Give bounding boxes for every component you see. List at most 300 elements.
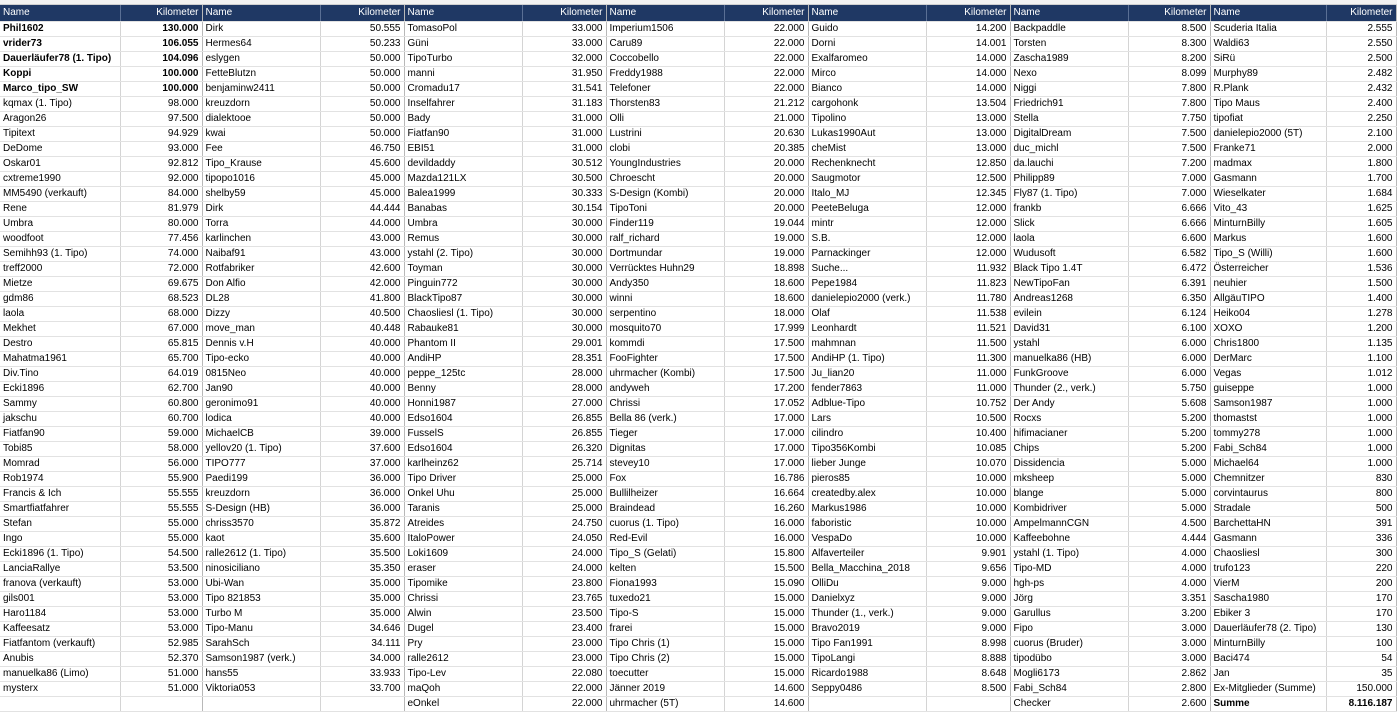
name-cell[interactable]: Turbo M	[202, 607, 320, 622]
name-cell[interactable]: Fiatfan90	[404, 127, 522, 142]
km-cell[interactable]: 2.555	[1326, 22, 1396, 37]
name-cell[interactable]: MM5490 (verkauft)	[0, 187, 120, 202]
km-cell[interactable]: 2.550	[1326, 37, 1396, 52]
km-cell[interactable]: 6.100	[1128, 322, 1210, 337]
name-cell[interactable]: Telefoner	[606, 82, 724, 97]
name-cell[interactable]: tipodübo	[1010, 652, 1128, 667]
name-cell[interactable]: Toyman	[404, 262, 522, 277]
km-cell[interactable]: 34.646	[320, 622, 404, 637]
name-cell[interactable]: Rechenknecht	[808, 157, 926, 172]
km-cell[interactable]: 336	[1326, 532, 1396, 547]
km-cell[interactable]: 77.456	[120, 232, 202, 247]
km-cell[interactable]: 50.000	[320, 82, 404, 97]
km-cell[interactable]: 2.400	[1326, 97, 1396, 112]
km-cell[interactable]: 1.684	[1326, 187, 1396, 202]
km-cell[interactable]: 5.000	[1128, 502, 1210, 517]
name-cell[interactable]: Sammy	[0, 397, 120, 412]
name-cell[interactable]: Tipo-MD	[1010, 562, 1128, 577]
name-cell[interactable]: tommy278	[1210, 427, 1326, 442]
name-cell[interactable]: Fabi_Sch84	[1210, 442, 1326, 457]
km-cell[interactable]: 22.000	[724, 22, 808, 37]
km-cell[interactable]: 24.750	[522, 517, 606, 532]
name-cell[interactable]: Phantom II	[404, 337, 522, 352]
km-cell[interactable]: 54	[1326, 652, 1396, 667]
km-cell[interactable]: 18.600	[724, 292, 808, 307]
name-cell[interactable]: Ju_lian20	[808, 367, 926, 382]
name-cell[interactable]: treff2000	[0, 262, 120, 277]
name-cell[interactable]: Dignitas	[606, 442, 724, 457]
name-cell[interactable]: Saugmotor	[808, 172, 926, 187]
name-cell[interactable]: Tipo_S (Gelati)	[606, 547, 724, 562]
km-cell[interactable]: 2.000	[1326, 142, 1396, 157]
name-cell[interactable]: Rob1974	[0, 472, 120, 487]
name-cell[interactable]: Jänner 2019	[606, 682, 724, 697]
name-cell[interactable]: Tipo Fan1991	[808, 637, 926, 652]
name-cell[interactable]: danielepio2000 (5T)	[1210, 127, 1326, 142]
name-cell[interactable]: Inselfahrer	[404, 97, 522, 112]
name-cell[interactable]: frankb	[1010, 202, 1128, 217]
name-cell[interactable]: Dirk	[202, 202, 320, 217]
km-cell[interactable]: 28.000	[522, 382, 606, 397]
km-cell[interactable]: 1.600	[1326, 232, 1396, 247]
km-cell[interactable]: 31.000	[522, 112, 606, 127]
km-cell[interactable]: 2.800	[1128, 682, 1210, 697]
name-cell[interactable]: blange	[1010, 487, 1128, 502]
header-name-col-5[interactable]: Name	[808, 5, 926, 22]
km-cell[interactable]: 20.000	[724, 202, 808, 217]
km-cell[interactable]: 14.200	[926, 22, 1010, 37]
km-cell[interactable]: 10.000	[926, 487, 1010, 502]
km-cell[interactable]: 1.600	[1326, 247, 1396, 262]
name-cell[interactable]: Ecki1896 (1. Tipo)	[0, 547, 120, 562]
name-cell[interactable]: Jörg	[1010, 592, 1128, 607]
name-cell[interactable]: mosquito70	[606, 322, 724, 337]
km-cell[interactable]: 1.100	[1326, 352, 1396, 367]
km-cell[interactable]: 31.000	[522, 142, 606, 157]
km-cell[interactable]: 9.000	[926, 592, 1010, 607]
km-cell[interactable]: 10.000	[926, 532, 1010, 547]
km-cell[interactable]: 11.500	[926, 337, 1010, 352]
name-cell[interactable]: Mekhet	[0, 322, 120, 337]
name-cell[interactable]: OlliDu	[808, 577, 926, 592]
km-cell[interactable]: 50.000	[320, 97, 404, 112]
name-cell[interactable]: hifimacianer	[1010, 427, 1128, 442]
km-cell[interactable]: 97.500	[120, 112, 202, 127]
name-cell[interactable]: Kaffeesatz	[0, 622, 120, 637]
name-cell[interactable]: evilein	[1010, 307, 1128, 322]
km-cell[interactable]: 17.052	[724, 397, 808, 412]
km-cell[interactable]: 8.888	[926, 652, 1010, 667]
name-cell[interactable]: Tieger	[606, 427, 724, 442]
header-name-col-4[interactable]: Name	[606, 5, 724, 22]
km-cell[interactable]: 35	[1326, 667, 1396, 682]
km-cell[interactable]: 22.000	[724, 52, 808, 67]
km-cell[interactable]: 65.700	[120, 352, 202, 367]
km-cell[interactable]: 25.000	[522, 502, 606, 517]
km-cell[interactable]: 11.538	[926, 307, 1010, 322]
km-cell[interactable]: 19.044	[724, 217, 808, 232]
km-cell[interactable]: 10.085	[926, 442, 1010, 457]
name-cell[interactable]: toecutter	[606, 667, 724, 682]
km-cell[interactable]: 45.000	[320, 187, 404, 202]
km-cell[interactable]: 9.901	[926, 547, 1010, 562]
km-cell[interactable]: 11.932	[926, 262, 1010, 277]
name-cell[interactable]: Leonhardt	[808, 322, 926, 337]
name-cell[interactable]: Vegas	[1210, 367, 1326, 382]
name-cell[interactable]: Zascha1989	[1010, 52, 1128, 67]
km-cell[interactable]: 80.000	[120, 217, 202, 232]
name-cell[interactable]: Aragon26	[0, 112, 120, 127]
name-cell[interactable]: Ebiker 3	[1210, 607, 1326, 622]
name-cell[interactable]: Oskar01	[0, 157, 120, 172]
km-cell[interactable]: 84.000	[120, 187, 202, 202]
km-cell[interactable]: 2.100	[1326, 127, 1396, 142]
km-cell[interactable]: 26.855	[522, 427, 606, 442]
km-cell[interactable]: 7.000	[1128, 172, 1210, 187]
name-cell[interactable]: kreuzdorn	[202, 97, 320, 112]
km-cell[interactable]: 170	[1326, 607, 1396, 622]
header-name-col-3[interactable]: Name	[404, 5, 522, 22]
name-cell[interactable]: manni	[404, 67, 522, 82]
name-cell[interactable]: karlheinz62	[404, 457, 522, 472]
name-cell[interactable]: shelby59	[202, 187, 320, 202]
name-cell[interactable]: Lustrini	[606, 127, 724, 142]
name-cell[interactable]: Rene	[0, 202, 120, 217]
name-cell[interactable]: Tipo Chris (1)	[606, 637, 724, 652]
name-cell[interactable]: YoungIndustries	[606, 157, 724, 172]
km-cell[interactable]: 19.000	[724, 247, 808, 262]
name-cell[interactable]: Gasmann	[1210, 172, 1326, 187]
km-cell[interactable]: 30.500	[522, 172, 606, 187]
name-cell[interactable]: Fabi_Sch84	[1010, 682, 1128, 697]
km-cell[interactable]: 8.500	[1128, 22, 1210, 37]
name-cell[interactable]: Dorni	[808, 37, 926, 52]
name-cell[interactable]: Backpaddle	[1010, 22, 1128, 37]
name-cell[interactable]: Ex-Mitglieder (Summe)	[1210, 682, 1326, 697]
name-cell[interactable]: Fee	[202, 142, 320, 157]
name-cell[interactable]: kommdi	[606, 337, 724, 352]
name-cell[interactable]: kreuzdorn	[202, 487, 320, 502]
name-cell[interactable]: Phil1602	[0, 22, 120, 37]
header-name-col-1[interactable]: Name	[0, 5, 120, 22]
km-cell[interactable]: 40.000	[320, 337, 404, 352]
name-cell[interactable]: Philipp89	[1010, 172, 1128, 187]
km-cell[interactable]: 1.000	[1326, 397, 1396, 412]
km-cell[interactable]: 13.504	[926, 97, 1010, 112]
name-cell[interactable]: Fly87 (1. Tipo)	[1010, 187, 1128, 202]
name-cell[interactable]: AmpelmannCGN	[1010, 517, 1128, 532]
km-cell[interactable]: 1.500	[1326, 277, 1396, 292]
header-km-col-7[interactable]: Kilometer	[1326, 5, 1396, 22]
km-cell[interactable]: 17.000	[724, 442, 808, 457]
name-cell[interactable]: Dizzy	[202, 307, 320, 322]
km-cell[interactable]: 31.183	[522, 97, 606, 112]
km-cell[interactable]: 23.500	[522, 607, 606, 622]
km-cell[interactable]: 4.444	[1128, 532, 1210, 547]
km-cell[interactable]: 81.979	[120, 202, 202, 217]
name-cell[interactable]: Stefan	[0, 517, 120, 532]
name-cell[interactable]: Chaosliesl (1. Tipo)	[404, 307, 522, 322]
name-cell[interactable]: duc_michl	[1010, 142, 1128, 157]
name-cell[interactable]: FusselS	[404, 427, 522, 442]
name-cell[interactable]: madmax	[1210, 157, 1326, 172]
name-cell[interactable]: cuorus (1. Tipo)	[606, 517, 724, 532]
km-cell[interactable]: 300	[1326, 547, 1396, 562]
name-cell[interactable]: jakschu	[0, 412, 120, 427]
name-cell[interactable]: Atreides	[404, 517, 522, 532]
km-cell[interactable]: 12.000	[926, 202, 1010, 217]
name-cell[interactable]: Chroescht	[606, 172, 724, 187]
name-cell[interactable]: trufo123	[1210, 562, 1326, 577]
name-cell[interactable]: TipoLangi	[808, 652, 926, 667]
name-cell[interactable]: Stella	[1010, 112, 1128, 127]
name-cell[interactable]: winni	[606, 292, 724, 307]
name-cell[interactable]: Bullilheizer	[606, 487, 724, 502]
name-cell[interactable]: thomastst	[1210, 412, 1326, 427]
name-cell[interactable]: Tipo-ecko	[202, 352, 320, 367]
km-cell[interactable]: 94.929	[120, 127, 202, 142]
name-cell[interactable]: kwai	[202, 127, 320, 142]
km-cell[interactable]: 23.000	[522, 637, 606, 652]
name-cell[interactable]: ystahl (1. Tipo)	[1010, 547, 1128, 562]
name-cell[interactable]: Lukas1990Aut	[808, 127, 926, 142]
name-cell[interactable]: Francis & Ich	[0, 487, 120, 502]
km-cell[interactable]: 30.512	[522, 157, 606, 172]
km-cell[interactable]: 29.001	[522, 337, 606, 352]
name-cell[interactable]: Coccobello	[606, 52, 724, 67]
name-cell[interactable]: Taranis	[404, 502, 522, 517]
name-cell[interactable]: S.B.	[808, 232, 926, 247]
km-cell[interactable]: 52.370	[120, 652, 202, 667]
name-cell[interactable]: Murphy89	[1210, 67, 1326, 82]
km-cell[interactable]: 10.000	[926, 502, 1010, 517]
km-cell[interactable]: 17.500	[724, 352, 808, 367]
km-cell[interactable]: 30.000	[522, 292, 606, 307]
km-cell[interactable]: 22.000	[522, 682, 606, 697]
km-cell[interactable]: 10.000	[926, 472, 1010, 487]
name-cell[interactable]: pieros85	[808, 472, 926, 487]
km-cell[interactable]: 17.500	[724, 337, 808, 352]
km-cell[interactable]: 30.000	[522, 262, 606, 277]
name-cell[interactable]: Chips	[1010, 442, 1128, 457]
name-cell[interactable]: Dortmundar	[606, 247, 724, 262]
km-cell[interactable]: 11.823	[926, 277, 1010, 292]
km-cell[interactable]: 3.000	[1128, 652, 1210, 667]
km-cell[interactable]: 31.541	[522, 82, 606, 97]
header-km-col-1[interactable]: Kilometer	[120, 5, 202, 22]
km-cell[interactable]: 34.111	[320, 637, 404, 652]
km-cell[interactable]: 16.260	[724, 502, 808, 517]
name-cell[interactable]: Viktoria053	[202, 682, 320, 697]
km-cell[interactable]: 100	[1326, 637, 1396, 652]
name-cell[interactable]: LanciaRallye	[0, 562, 120, 577]
name-cell[interactable]: Verrücktes Huhn29	[606, 262, 724, 277]
km-cell[interactable]: 18.600	[724, 277, 808, 292]
km-cell[interactable]: 23.765	[522, 592, 606, 607]
name-cell[interactable]: maQoh	[404, 682, 522, 697]
name-cell[interactable]: dialektooe	[202, 112, 320, 127]
name-cell[interactable]: lieber Junge	[808, 457, 926, 472]
name-cell[interactable]: FunkGroove	[1010, 367, 1128, 382]
name-cell[interactable]: Semihh93 (1. Tipo)	[0, 247, 120, 262]
km-cell[interactable]: 1.012	[1326, 367, 1396, 382]
km-cell[interactable]	[120, 697, 202, 712]
km-cell[interactable]: 3.000	[1128, 637, 1210, 652]
km-cell[interactable]: 14.600	[724, 697, 808, 712]
km-cell[interactable]: 41.800	[320, 292, 404, 307]
km-cell[interactable]: 9.000	[926, 577, 1010, 592]
km-cell[interactable]: 2.862	[1128, 667, 1210, 682]
km-cell[interactable]: 7.200	[1128, 157, 1210, 172]
name-cell[interactable]: Mirco	[808, 67, 926, 82]
km-cell[interactable]: 5.608	[1128, 397, 1210, 412]
name-cell[interactable]: geronimo91	[202, 397, 320, 412]
name-cell[interactable]: Rabauke81	[404, 322, 522, 337]
km-cell[interactable]: 28.351	[522, 352, 606, 367]
km-cell[interactable]: 6.000	[1128, 337, 1210, 352]
km-cell[interactable]: 40.000	[320, 367, 404, 382]
name-cell[interactable]: hans55	[202, 667, 320, 682]
km-cell[interactable]: 2.482	[1326, 67, 1396, 82]
name-cell[interactable]: Slick	[1010, 217, 1128, 232]
km-cell[interactable]: 23.000	[522, 652, 606, 667]
km-cell[interactable]: 31.950	[522, 67, 606, 82]
km-cell[interactable]: 15.800	[724, 547, 808, 562]
name-cell[interactable]: Rocxs	[1010, 412, 1128, 427]
name-cell[interactable]: Loki1609	[404, 547, 522, 562]
name-cell[interactable]: Umbra	[404, 217, 522, 232]
km-cell[interactable]: 6.666	[1128, 202, 1210, 217]
name-cell[interactable]: Mogli6173	[1010, 667, 1128, 682]
km-cell[interactable]: 6.472	[1128, 262, 1210, 277]
km-cell[interactable]: 170	[1326, 592, 1396, 607]
name-cell[interactable]: stevey10	[606, 457, 724, 472]
km-cell[interactable]: 1.700	[1326, 172, 1396, 187]
name-cell[interactable]: Checker	[1010, 697, 1128, 712]
km-cell[interactable]	[926, 697, 1010, 712]
km-cell[interactable]: 30.000	[522, 277, 606, 292]
km-cell[interactable]: 16.000	[724, 532, 808, 547]
name-cell[interactable]: EBI51	[404, 142, 522, 157]
name-cell[interactable]: Benny	[404, 382, 522, 397]
km-cell[interactable]: 20.385	[724, 142, 808, 157]
km-cell[interactable]: 65.815	[120, 337, 202, 352]
km-cell[interactable]: 9.000	[926, 622, 1010, 637]
name-cell[interactable]: Freddy1988	[606, 67, 724, 82]
name-cell[interactable]: andyweh	[606, 382, 724, 397]
km-cell[interactable]: 30.000	[522, 247, 606, 262]
km-cell[interactable]: 14.000	[926, 52, 1010, 67]
name-cell[interactable]: Ingo	[0, 532, 120, 547]
name-cell[interactable]: TipoTurbo	[404, 52, 522, 67]
name-cell[interactable]: tuxedo21	[606, 592, 724, 607]
name-cell[interactable]: AllgäuTIPO	[1210, 292, 1326, 307]
km-cell[interactable]: 1.000	[1326, 382, 1396, 397]
km-cell[interactable]: 8.998	[926, 637, 1010, 652]
km-cell[interactable]: 5.000	[1128, 487, 1210, 502]
name-cell[interactable]: Torra	[202, 217, 320, 232]
km-cell[interactable]: 4.000	[1128, 577, 1210, 592]
name-cell[interactable]: Danielxyz	[808, 592, 926, 607]
km-cell[interactable]: 1.135	[1326, 337, 1396, 352]
km-cell[interactable]: 7.500	[1128, 142, 1210, 157]
name-cell[interactable]: ItaloPower	[404, 532, 522, 547]
km-cell[interactable]: 1.000	[1326, 412, 1396, 427]
km-cell[interactable]: 21.212	[724, 97, 808, 112]
km-cell[interactable]: 8.200	[1128, 52, 1210, 67]
km-cell[interactable]: 1.200	[1326, 322, 1396, 337]
name-cell[interactable]: Wieselkater	[1210, 187, 1326, 202]
name-cell[interactable]: Friedrich91	[1010, 97, 1128, 112]
name-cell[interactable]: Don Alfio	[202, 277, 320, 292]
name-cell[interactable]: Bravo2019	[808, 622, 926, 637]
name-cell[interactable]: mahmnan	[808, 337, 926, 352]
km-cell[interactable]: 40.000	[320, 397, 404, 412]
name-cell[interactable]: Franke71	[1210, 142, 1326, 157]
km-cell[interactable]: 40.000	[320, 352, 404, 367]
km-cell[interactable]: 55.900	[120, 472, 202, 487]
km-cell[interactable]: 3.351	[1128, 592, 1210, 607]
km-cell[interactable]: 2.600	[1128, 697, 1210, 712]
km-cell[interactable]: 10.752	[926, 397, 1010, 412]
name-cell[interactable]: PeeteBeluga	[808, 202, 926, 217]
km-cell[interactable]: 7.500	[1128, 127, 1210, 142]
km-cell[interactable]: 92.000	[120, 172, 202, 187]
name-cell[interactable]: BarchettaHN	[1210, 517, 1326, 532]
name-cell[interactable]: Hermes64	[202, 37, 320, 52]
km-cell[interactable]: 20.000	[724, 157, 808, 172]
name-cell[interactable]: David31	[1010, 322, 1128, 337]
name-cell[interactable]: Momrad	[0, 457, 120, 472]
km-cell[interactable]: 10.000	[926, 517, 1010, 532]
name-cell[interactable]: Exalfaromeo	[808, 52, 926, 67]
km-cell[interactable]: 35.000	[320, 577, 404, 592]
name-cell[interactable]: MinturnBilly	[1210, 637, 1326, 652]
name-cell[interactable]: Chaosliesl	[1210, 547, 1326, 562]
km-cell[interactable]: 391	[1326, 517, 1396, 532]
km-cell[interactable]: 2.432	[1326, 82, 1396, 97]
name-cell[interactable]: Tipo_S (Willi)	[1210, 247, 1326, 262]
name-cell[interactable]: Balea1999	[404, 187, 522, 202]
header-km-col-4[interactable]: Kilometer	[724, 5, 808, 22]
km-cell[interactable]: 25.000	[522, 487, 606, 502]
km-cell[interactable]: 35.000	[320, 592, 404, 607]
km-cell[interactable]: 1.605	[1326, 217, 1396, 232]
km-cell[interactable]: 44.000	[320, 217, 404, 232]
km-cell[interactable]: 8.648	[926, 667, 1010, 682]
name-cell[interactable]: MinturnBilly	[1210, 217, 1326, 232]
km-cell[interactable]: 51.000	[120, 667, 202, 682]
km-cell[interactable]: 1.000	[1326, 442, 1396, 457]
km-cell[interactable]: 69.675	[120, 277, 202, 292]
km-cell[interactable]: 5.200	[1128, 427, 1210, 442]
name-cell[interactable]: faboristic	[808, 517, 926, 532]
name-cell[interactable]: kqmax (1. Tipo)	[0, 97, 120, 112]
header-km-col-3[interactable]: Kilometer	[522, 5, 606, 22]
km-cell[interactable]: 68.000	[120, 307, 202, 322]
km-cell[interactable]: 39.000	[320, 427, 404, 442]
km-cell[interactable]: 36.000	[320, 487, 404, 502]
km-cell[interactable]: 7.800	[1128, 82, 1210, 97]
name-cell[interactable]: Dennis v.H	[202, 337, 320, 352]
km-cell[interactable]: 11.000	[926, 382, 1010, 397]
km-cell[interactable]: 17.000	[724, 457, 808, 472]
km-cell[interactable]: 62.700	[120, 382, 202, 397]
km-cell[interactable]: 11.780	[926, 292, 1010, 307]
name-cell[interactable]: Ecki1896	[0, 382, 120, 397]
km-cell[interactable]: 1.625	[1326, 202, 1396, 217]
km-cell[interactable]: 11.000	[926, 367, 1010, 382]
